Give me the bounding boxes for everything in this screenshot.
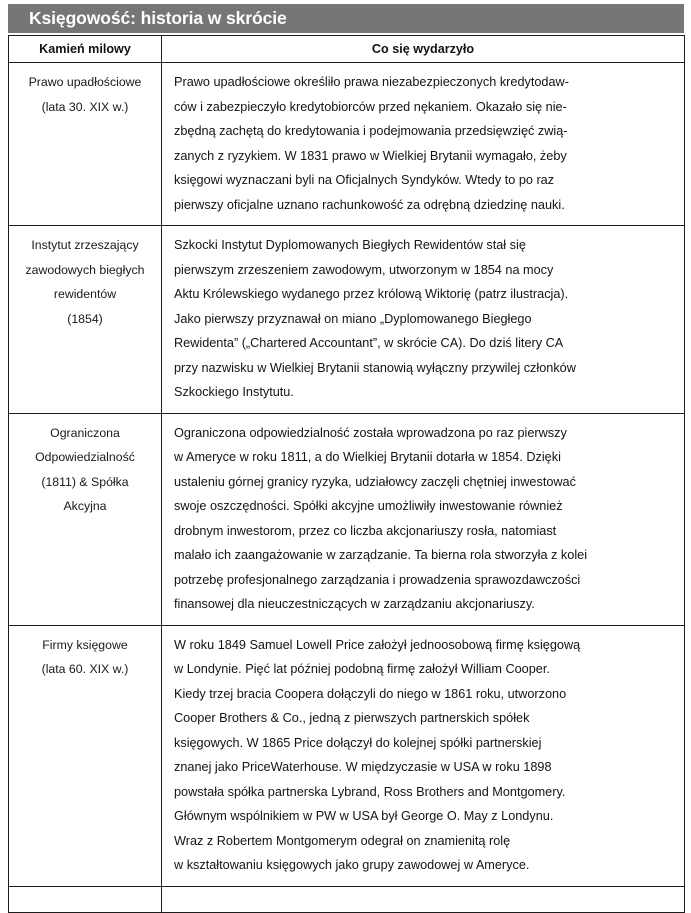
cell-milestone bbox=[9, 226, 162, 414]
event-line: Cooper Brothers & Co., jedną z pierwszych partnerskich spółek bbox=[174, 711, 530, 725]
milestone-line: Prawo upadłościowe bbox=[28, 75, 142, 89]
event-line: swoje oszczędności. Spółki akcyjne umożliwiły inwestowanie również bbox=[174, 499, 563, 513]
table-row-partial bbox=[9, 886, 685, 912]
table-row bbox=[9, 625, 685, 886]
event-line: ustaleniu górnej granicy ryzyka, udziałowcy zaczęli chętniej inwestować bbox=[174, 474, 576, 489]
event-line: Ograniczona odpowiedzialność została wprowadzona po raz pierwszy bbox=[174, 425, 567, 440]
event-line: finansowej dla nieuczestniczących w zarządzaniu akcjonariuszy. bbox=[174, 597, 535, 611]
history-table bbox=[8, 35, 685, 913]
event-line: zbędną zachętą do kredytowania i podejmowania przedsięwzięć zwią- bbox=[174, 124, 568, 138]
event-line: ców i zabezpieczyło kredytobiorców przed nękaniem. Okazało się nie- bbox=[174, 99, 567, 114]
milestone-line: (lata 60. XIX w.) bbox=[41, 662, 129, 676]
event-line: Szkockiego Instytutu. bbox=[174, 385, 294, 399]
table-row bbox=[9, 226, 685, 414]
milestone-line: Odpowiedzialność bbox=[35, 450, 135, 464]
event-line: Kiedy trzej bracia Coopera dołączyli do niego w 1861 roku, utworzono bbox=[174, 686, 567, 701]
event-line: Rewidenta” („Chartered Accountant”, w skrócie CA). Do dziś litery CA bbox=[174, 336, 564, 350]
event-line: w kształtowaniu księgowych jako grupy zawodowej w Ameryce. bbox=[174, 858, 530, 872]
cell-event bbox=[162, 63, 685, 226]
event-line: malało ich zaangażowanie w zarządzanie. Ta bierna rola stworzyła z kolei bbox=[174, 548, 588, 562]
column-header-event: Co się wydarzyło bbox=[162, 36, 685, 63]
event-line: w Londynie. Pięć lat później podobną firmę założył William Cooper. bbox=[174, 662, 550, 676]
event-line: przy nazwisku w Wielkiej Brytanii stanowią wyłączny przywilej członków bbox=[174, 360, 576, 375]
event-line: Prawo upadłościowe określiło prawa niezabezpieczonych kredytodaw- bbox=[174, 75, 569, 89]
event-line: księgowi wyznaczani byli na Oficjalnych Syndyków. Wtedy to po raz bbox=[174, 173, 555, 187]
milestone-line: Firmy księgowe bbox=[42, 637, 128, 652]
event-line: pierwszym zrzeszeniem zawodowym, utworzonym w 1854 na mocy bbox=[174, 262, 554, 277]
event-line: pierwszy oficjalne uznano rachunkowość za odrębną dziedzinę nauki. bbox=[174, 197, 565, 212]
cell-milestone bbox=[9, 886, 162, 912]
table-header-row bbox=[9, 36, 685, 63]
event-line: Jako pierwszy przyznawał on miano „Dyplomowanego Biegłego bbox=[174, 311, 532, 326]
event-line: Szkocki Instytut Dyplomowanych Biegłych Rewidentów stał się bbox=[174, 238, 526, 252]
event-line: Wraz z Robertem Montgomerym odegrał on znamienitą rolę bbox=[174, 833, 511, 848]
table-body bbox=[9, 63, 685, 913]
event-line: drobnym inwestorom, przez co liczba akcjonariuszy rosła, natomiast bbox=[174, 523, 557, 538]
column-header-milestone: Kamień milowy bbox=[9, 36, 162, 63]
cell-event bbox=[162, 226, 685, 414]
milestone-line: rewidentów bbox=[53, 287, 117, 301]
event-line: potrzebę profesjonalnego zarządzania i prowadzenia sprawozdawczości bbox=[174, 572, 581, 587]
page-title: Księgowość: historia w skrócie bbox=[29, 7, 287, 28]
event-line: znanej jako PriceWaterhouse. W międzyczasie w USA w roku 1898 bbox=[174, 760, 552, 774]
cell-event bbox=[162, 413, 685, 625]
milestone-line: Ograniczona bbox=[50, 425, 120, 440]
cell-milestone bbox=[9, 63, 162, 226]
table-row bbox=[9, 413, 685, 625]
milestone-line: zawodowych biegłych bbox=[25, 262, 145, 277]
cell-milestone bbox=[9, 625, 162, 886]
milestone-line: Instytut zrzeszający bbox=[31, 238, 139, 252]
event-line: W roku 1849 Samuel Lowell Price założył jednoosobową firmę księgową bbox=[174, 637, 581, 652]
event-line: księgowych. W 1865 Price dołączył do kolejnej spółki partnerskiej bbox=[174, 735, 542, 750]
event-line: zanych z ryzykiem. W 1831 prawo w Wielkiej Brytanii wymagało, żeby bbox=[174, 148, 567, 163]
milestone-line: (lata 30. XIX w.) bbox=[41, 99, 129, 114]
cell-event bbox=[162, 886, 685, 912]
document-title-banner bbox=[8, 4, 684, 33]
cell-milestone bbox=[9, 413, 162, 625]
event-line: powstała spółka partnerska Lybrand, Ross Brothers and Montgomery. bbox=[174, 784, 566, 799]
event-line: Aktu Królewskiego wydanego przez królową Wiktorię (patrz ilustracja). bbox=[174, 287, 569, 301]
table-row bbox=[9, 63, 685, 226]
milestone-line: (1854) bbox=[67, 311, 103, 326]
milestone-line: (1811) & Spółka bbox=[41, 474, 129, 489]
milestone-line: Akcyjna bbox=[63, 499, 107, 513]
cell-event bbox=[162, 625, 685, 886]
event-line: w Ameryce w roku 1811, a do Wielkiej Brytanii dotarła w 1854. Dzięki bbox=[174, 450, 561, 464]
event-line: Głównym wspólnikiem w PW w USA był George O. May z Londynu. bbox=[174, 809, 554, 823]
